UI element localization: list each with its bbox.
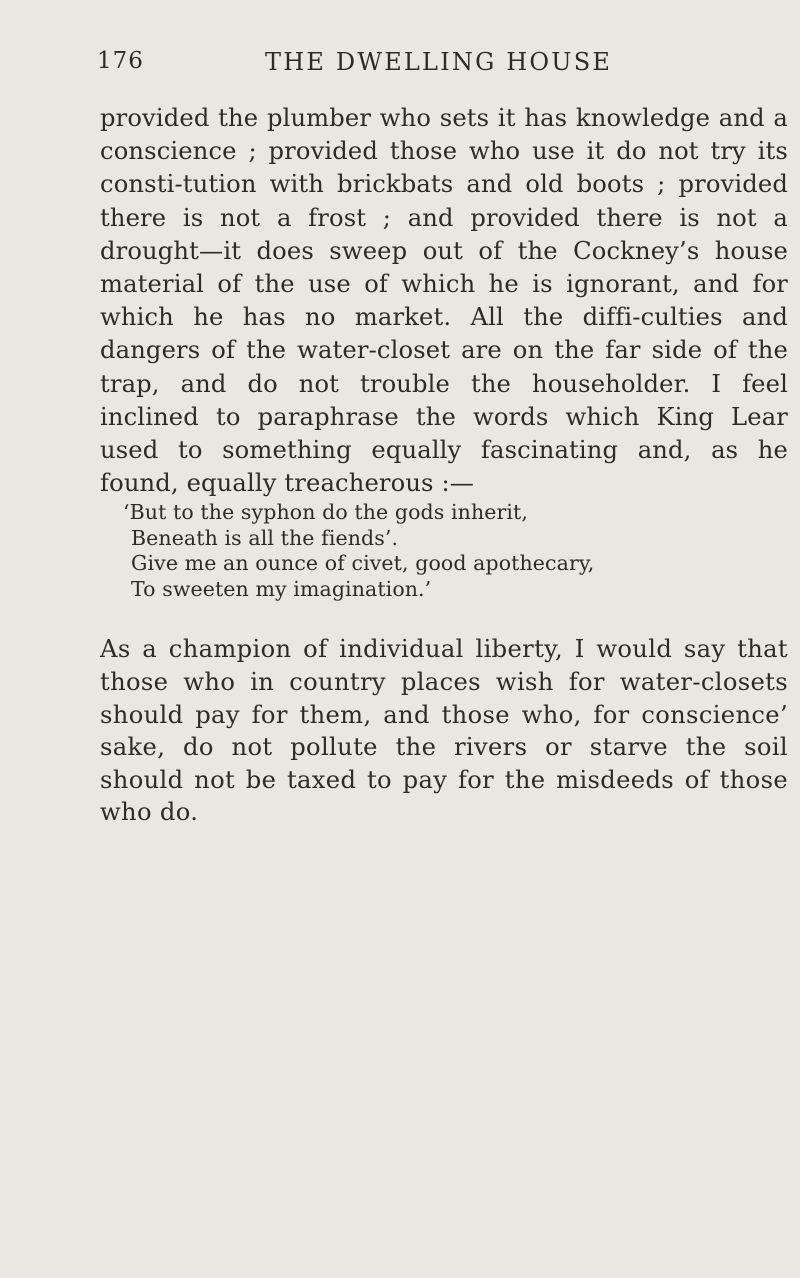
page-number: 176 xyxy=(97,48,144,74)
running-title: THE DWELLING HOUSE xyxy=(265,48,613,76)
verse-line-2: Beneath is all the fiends’. xyxy=(131,525,399,550)
verse-quotation xyxy=(123,500,788,602)
paragraph-2: As a champion of individual liberty, I would say that those who in country places wish for water-closets should pay for them, and those who, for conscience’ sake, do not pollute the rivers or starve the soil should not be taxed to pay for the misdeeds of those who do. xyxy=(100,635,788,827)
verse-line-1: ‘But to the syphon do the gods inherit, xyxy=(123,500,529,525)
paragraph-1: provided the plumber who sets it has knowledge and a conscience ; provided those who use it do not try its consti-tution with brickbats and old boots ; provided there is not a frost ; and provided there is not a drought—it does sweep out of the Cockney’s house material of the use of which he is ignorant, and for which he has no market. All the diffi-culties and dangers of the water-closet are on the far side of the trap, and do not trouble the householder. I feel inclined to paraphrase the words which King Lear used to something equally fascinating and, as he found, equally treacherous :— xyxy=(100,104,788,498)
verse-line-3: Give me an ounce of civet, good apothecary, xyxy=(131,551,595,576)
verse-line-4: To sweeten my imagination.’ xyxy=(131,576,432,601)
running-head xyxy=(97,48,697,88)
body-text xyxy=(100,102,788,829)
